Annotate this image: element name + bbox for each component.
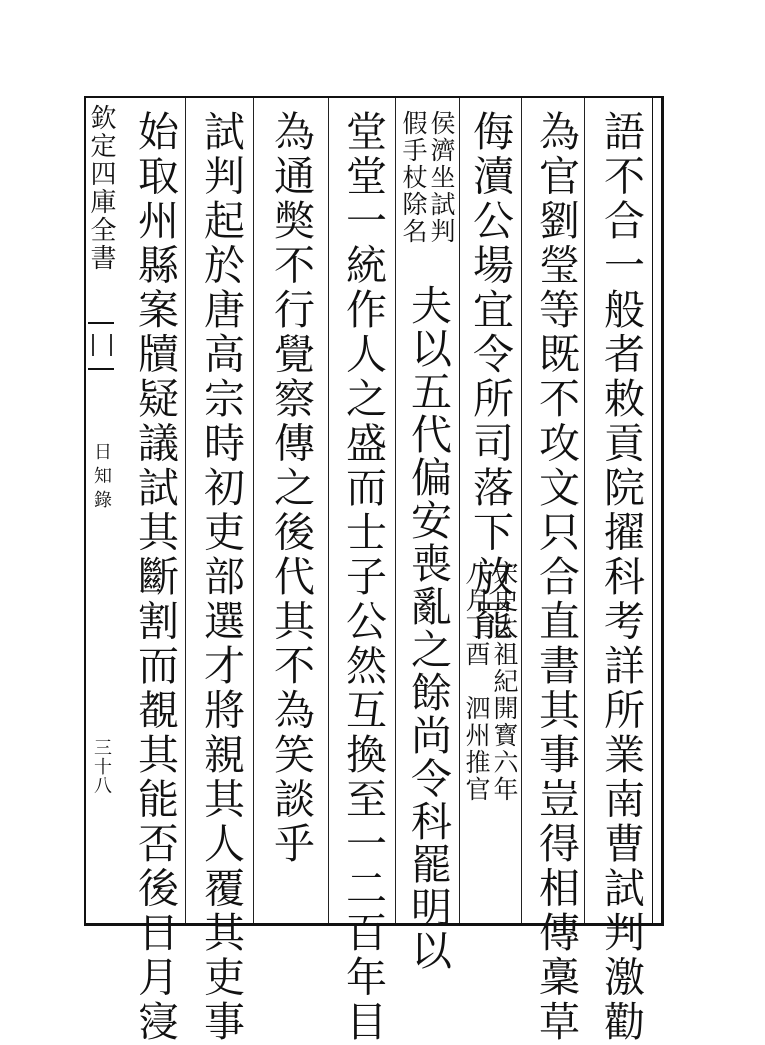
page-number: 三十八 [91, 738, 112, 795]
text-column-4-annotation-left: 假手杖除名 [399, 110, 428, 245]
text-column-3-annotation-left: 八月丁酉 泗州推官 [462, 560, 491, 803]
text-column-3-annotation-right: 宋史太祖紀開寳六年 [490, 560, 519, 803]
text-column-5: 堂堂一統作人之盛而士子公然互換至一二百年目 [339, 110, 387, 1045]
text-column-4-annotation-right: 侯濟坐試判 [427, 110, 456, 245]
column-rule [395, 98, 396, 923]
text-column-8: 始取州縣案牘疑議試其斷割而覩其能否後日月寖 [131, 110, 179, 1045]
text-column-3-main: 侮瀆公場宜令所司落下放罷 [466, 110, 514, 644]
column-rule [185, 98, 186, 923]
column-rule [328, 98, 329, 923]
text-column-2: 為官劉瑩等既不攻文只合直書其事豈得相傳稾草 [532, 110, 580, 1045]
column-rule [253, 98, 254, 923]
text-column-1: 語不合一般者敕貢院擢科考詳所業南曹試判激勸 [597, 110, 645, 1045]
text-column-4-main: 夫以五代偏安喪亂之餘尚令科罷明以 [404, 284, 452, 972]
text-column-6: 為通獘不行覺察傳之後代其不為笑談乎 [267, 110, 315, 867]
column-rule [521, 98, 522, 923]
column-rule [459, 98, 460, 923]
frame-inner-rule [652, 98, 653, 923]
collection-title: 欽定四庫全書 [86, 104, 116, 272]
book-title: 日知錄 [91, 442, 112, 514]
column-rule [584, 98, 585, 923]
fish-tail-mark-icon [88, 322, 114, 370]
text-column-7: 試判起於唐高宗時初吏部選才將親其人覆其吏事 [197, 110, 245, 1045]
